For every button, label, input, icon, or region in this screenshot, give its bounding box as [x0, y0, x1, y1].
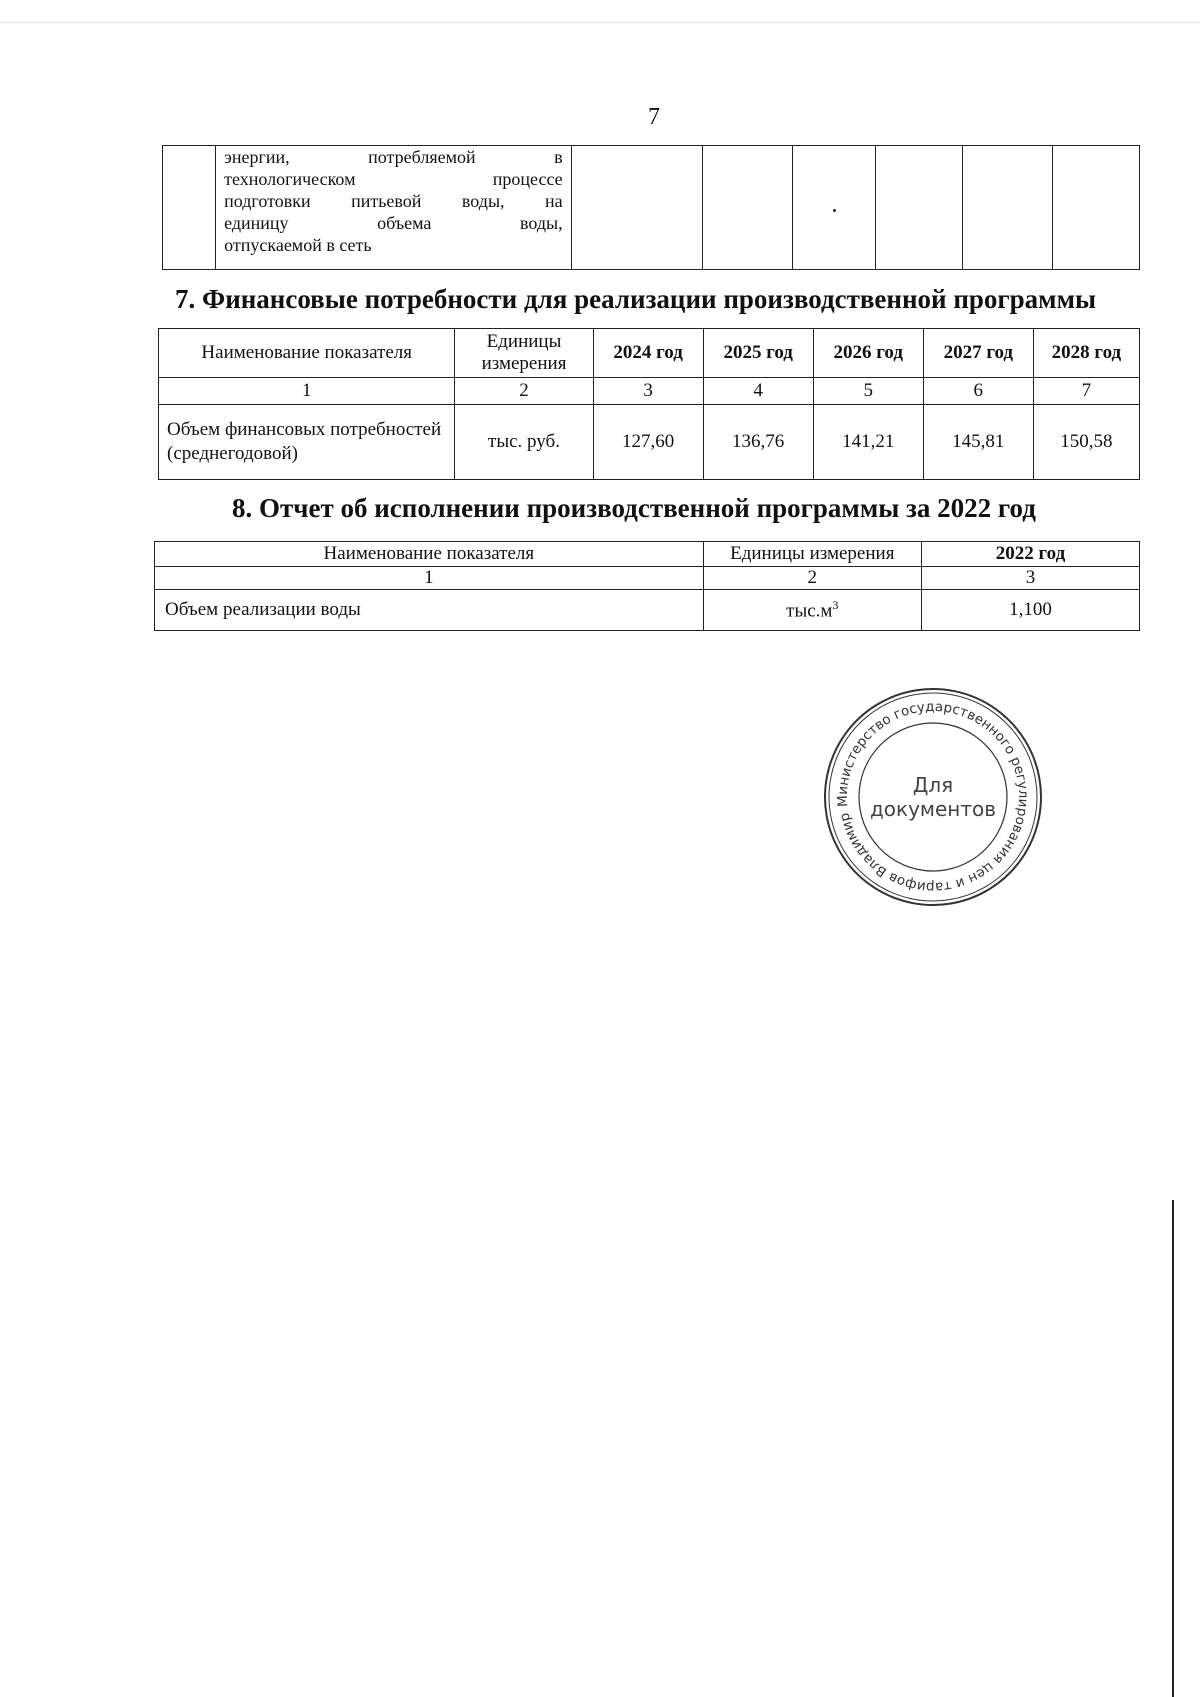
section-8-heading: 8. Отчет об исполнении производственной программы за 2022 год	[232, 493, 1036, 523]
table-cell	[876, 146, 963, 270]
continued-text-line: подготовки питьевой воды, на	[224, 191, 563, 211]
continued-text-line: единицу объема воды,	[224, 213, 563, 233]
value-cell: 150,58	[1033, 405, 1139, 480]
table-cell	[962, 146, 1052, 270]
stamp-ring-text: Министерство государственного регулирования цен и тарифов Владимирской	[834, 698, 1032, 896]
value-cell: 145,81	[923, 405, 1033, 480]
index-cell: 1	[159, 378, 455, 405]
table-index-row	[155, 567, 1140, 590]
stamp-center-line: Для	[912, 773, 954, 797]
table-row	[163, 146, 1140, 270]
index-cell: 2	[703, 567, 921, 590]
indicator-units: тыс. руб.	[455, 405, 593, 480]
table-cell	[793, 146, 876, 270]
continued-indicator-cell	[216, 146, 572, 270]
header-year: 2026 год	[813, 329, 923, 378]
header-year: 2022 год	[921, 542, 1139, 567]
index-cell: 7	[1033, 378, 1139, 405]
continued-table	[162, 145, 1140, 270]
table-index-row	[159, 378, 1140, 405]
table-row	[159, 405, 1140, 480]
index-cell: 2	[455, 378, 593, 405]
value-cell: 127,60	[593, 405, 703, 480]
indicator-name: Объем финансовых потребностей (среднегодовой)	[159, 405, 455, 480]
table-cell	[571, 146, 702, 270]
header-year: 2028 год	[1033, 329, 1139, 378]
header-name: Наименование показателя	[159, 329, 455, 378]
value-cell: 136,76	[703, 405, 813, 480]
header-year: 2027 год	[923, 329, 1033, 378]
table-cell	[163, 146, 216, 270]
indicator-units	[703, 590, 921, 631]
header-year: 2024 год	[593, 329, 703, 378]
table-cell	[702, 146, 792, 270]
financial-needs-table	[158, 328, 1140, 480]
page-number: 7	[648, 104, 660, 130]
index-cell: 3	[921, 567, 1139, 590]
header-year: 2025 год	[703, 329, 813, 378]
value-cell: 1,100	[921, 590, 1139, 631]
header-units: Единицы измерения	[703, 542, 921, 567]
index-cell: 3	[593, 378, 703, 405]
value-cell: 141,21	[813, 405, 923, 480]
official-stamp	[822, 686, 1044, 908]
table-cell	[1053, 146, 1140, 270]
index-cell: 6	[923, 378, 1033, 405]
continued-text-line: энергии, потребляемой в	[224, 147, 563, 167]
scan-right-edge	[1172, 1200, 1174, 1697]
index-cell: 4	[703, 378, 813, 405]
indicator-name: Объем реализации воды	[155, 590, 704, 631]
execution-report-table	[154, 541, 1140, 631]
units-text: тыс.м	[786, 600, 833, 622]
section-7-heading: 7. Финансовые потребности для реализации производственной программы	[175, 284, 1097, 314]
stamp-center-line: документов	[869, 797, 997, 821]
continued-text-line: отпускаемой в сеть	[224, 235, 372, 255]
table-row	[155, 590, 1140, 631]
header-name: Наименование показателя	[155, 542, 704, 567]
index-cell: 1	[155, 567, 704, 590]
index-cell: 5	[813, 378, 923, 405]
units-superscript: 3	[832, 597, 839, 612]
scan-top-edge	[0, 22, 1200, 23]
table-header-row	[155, 542, 1140, 567]
scan-speck	[833, 209, 836, 212]
header-units: Единицы измерения	[455, 329, 593, 378]
continued-text-line: технологическом процессе	[224, 169, 563, 189]
table-header-row	[159, 329, 1140, 378]
